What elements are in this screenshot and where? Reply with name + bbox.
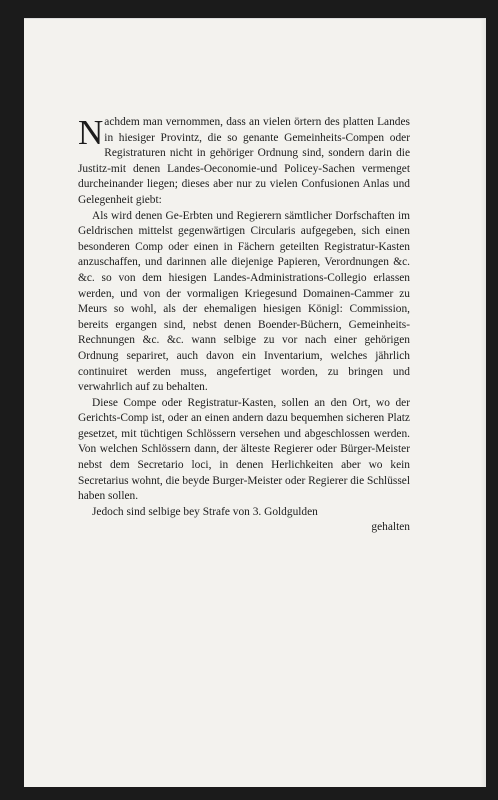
paragraph-1: [78, 115, 410, 209]
document-page: [24, 18, 486, 787]
paragraph-4: Jedoch sind selbige bey Strafe von 3. Goldgulden: [92, 505, 318, 518]
drop-cap-initial: N: [78, 113, 104, 152]
paragraph-1-text: achdem man vernommen, dass an vielen örtern des platten Landes in hiesiger Provintz, die so genante Gemeinheits-Compen oder Registraturen nicht in gehöriger Ordnung sind, sondern darin die Justitz-mit denen Landes-Oeconomie-und Policey-Sachen vermenget durcheinander liegen; dieses aber nur zu vielen Confusionen Anlas und Gelegenheit giebt:: [78, 116, 410, 206]
paragraph-3: Diese Compe oder Registratur-Kasten, sollen an den Ort, wo der Gerichts-Comp ist, oder an einen andern dazu bequemhen sicheren Platz gesetzet, mit tüchtigen Schlössern versehen und abgeschlossen werden. Von welchen Schlössern dann, der älteste Regierer oder Bürger-Meister nebst dem Secretario loci, in denen Herlichkeiten aber wo kein Secretarius wohnt, die beyde Burger-Meister oder Regierer die Schlüssel haben sollen.: [78, 396, 411, 503]
document-body: [78, 115, 410, 536]
catchword: gehalten: [371, 521, 410, 534]
paragraph-2: Als wird denen Ge-Erbten und Regierern sämtlicher Dorfschaften im Geldrischen mittelst gegenwärtigen Circularis aufgegeben, sich einen besonderen Comp oder einen in Fächern geteilten Registratur-Kasten anzuschaffen, und darinnen alle diejenige Papieren, Verordnungen &c. &c. so von dem hiesigen Landes-Administrations-Collegio erlassen werden, und von der vormaligen Kriegesund Domainen-Cammer zu Meurs so wohl, als der ehemaligen hiesigen Königl: Commission, bereits ergangen sind, nebst denen Boender-Büchern, Gemeinheits-Rechnungen &c. &c. wann selbige zu vor nach einer gehörigen Ordnung separiret, auch davon ein Inventarium, welches jährlich continuiret werden muss, angefertiget worden, zu bringen und verwahrlich auf zu behalten.: [78, 209, 410, 394]
